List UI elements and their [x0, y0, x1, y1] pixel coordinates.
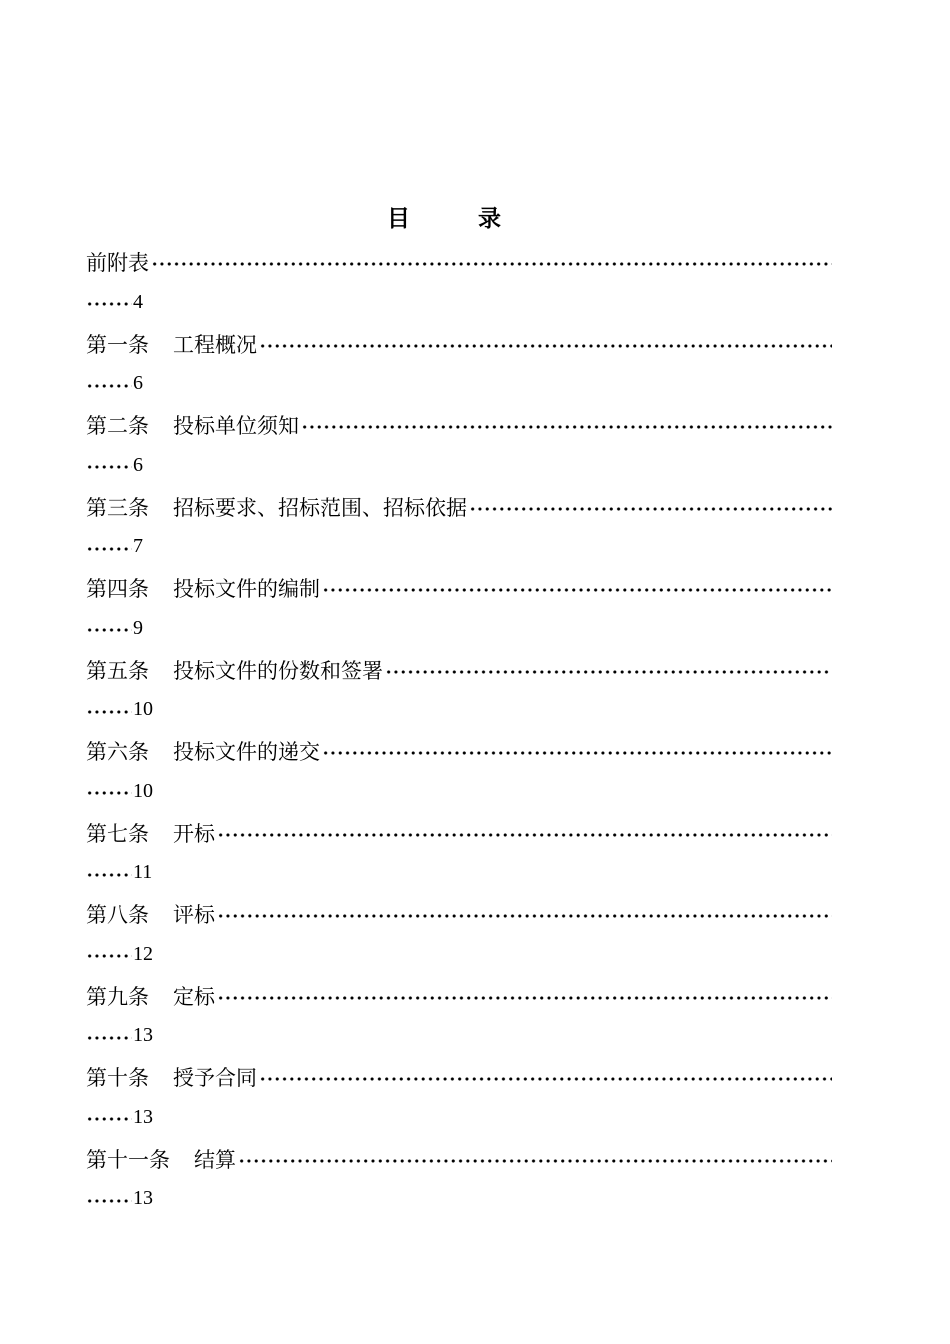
toc-heading: 工程概况 — [173, 332, 257, 357]
dot-leader — [322, 750, 832, 756]
toc-entry[interactable] — [86, 976, 832, 1058]
toc-article: 第十一条 — [86, 1147, 170, 1172]
toc-entry[interactable] — [86, 1057, 832, 1139]
dot-leader — [86, 627, 132, 633]
toc-page-number: 13 — [133, 1105, 153, 1128]
dot-leader — [217, 995, 832, 1001]
toc-heading: 开标 — [173, 821, 215, 846]
toc-entry[interactable] — [86, 650, 832, 732]
toc-heading: 评标 — [173, 903, 215, 927]
toc-heading: 投标文件的递交 — [173, 740, 320, 764]
toc-entry[interactable] — [86, 894, 832, 976]
toc-entry[interactable] — [86, 1139, 832, 1221]
toc-entry[interactable] — [86, 324, 832, 406]
toc-article: 第二条 — [86, 414, 149, 438]
dot-leader — [322, 587, 832, 593]
toc-article: 第一条 — [86, 332, 149, 357]
dot-leader — [86, 383, 132, 389]
toc-list — [86, 242, 832, 1220]
toc-page-number: 7 — [133, 535, 143, 557]
dot-leader — [151, 261, 832, 267]
dot-leader — [469, 506, 832, 512]
toc-article: 第八条 — [86, 903, 149, 927]
dot-leader — [385, 669, 832, 675]
toc-article: 第六条 — [86, 740, 149, 764]
toc-page-number: 12 — [133, 942, 153, 965]
toc-heading: 授予合同 — [173, 1066, 257, 1090]
dot-leader — [217, 832, 832, 838]
toc-entry[interactable] — [86, 487, 832, 569]
dot-leader — [86, 1198, 132, 1204]
toc-heading: 投标文件的份数和签署 — [173, 658, 383, 683]
dot-leader — [86, 546, 132, 552]
toc-page-number: 13 — [133, 1187, 153, 1209]
toc-entry[interactable] — [86, 813, 832, 895]
toc-heading: 定标 — [173, 984, 215, 1009]
toc-heading: 招标要求、招标范围、招标依据 — [173, 495, 467, 520]
toc-article: 第九条 — [86, 984, 149, 1009]
toc-entry[interactable] — [86, 405, 832, 487]
toc-page-number: 6 — [133, 453, 143, 476]
toc-page-number: 9 — [133, 616, 143, 639]
dot-leader — [86, 1116, 132, 1122]
dot-leader — [217, 913, 832, 919]
dot-leader — [301, 424, 832, 430]
toc-page-number: 11 — [133, 861, 153, 883]
toc-page-number: 10 — [133, 779, 153, 802]
dot-leader — [86, 301, 132, 307]
toc-page-number: 4 — [133, 290, 143, 313]
toc-entry[interactable] — [86, 242, 832, 324]
toc-article: 第十条 — [86, 1066, 149, 1090]
dot-leader — [86, 790, 132, 796]
toc-page-number: 6 — [133, 372, 143, 394]
toc-entry[interactable] — [86, 568, 832, 650]
toc-article: 第五条 — [86, 658, 149, 683]
dot-leader — [86, 709, 132, 715]
toc-page-number: 13 — [133, 1024, 153, 1046]
toc-heading: 投标单位须知 — [173, 414, 299, 438]
toc-article: 前附表 — [86, 251, 149, 275]
dot-leader — [238, 1158, 832, 1164]
dot-leader — [86, 1035, 132, 1041]
toc-article: 第四条 — [86, 577, 149, 601]
toc-article: 第三条 — [86, 495, 149, 520]
dot-leader — [259, 1076, 832, 1082]
toc-page-number: 10 — [133, 698, 153, 720]
toc-heading: 投标文件的编制 — [173, 577, 320, 601]
toc-title: 目 录 — [386, 206, 531, 232]
dot-leader — [86, 464, 132, 470]
dot-leader — [86, 953, 132, 959]
toc-entry[interactable] — [86, 731, 832, 813]
toc-article: 第七条 — [86, 821, 149, 846]
dot-leader — [259, 343, 832, 349]
toc-heading: 结算 — [194, 1147, 236, 1172]
dot-leader — [86, 872, 132, 878]
